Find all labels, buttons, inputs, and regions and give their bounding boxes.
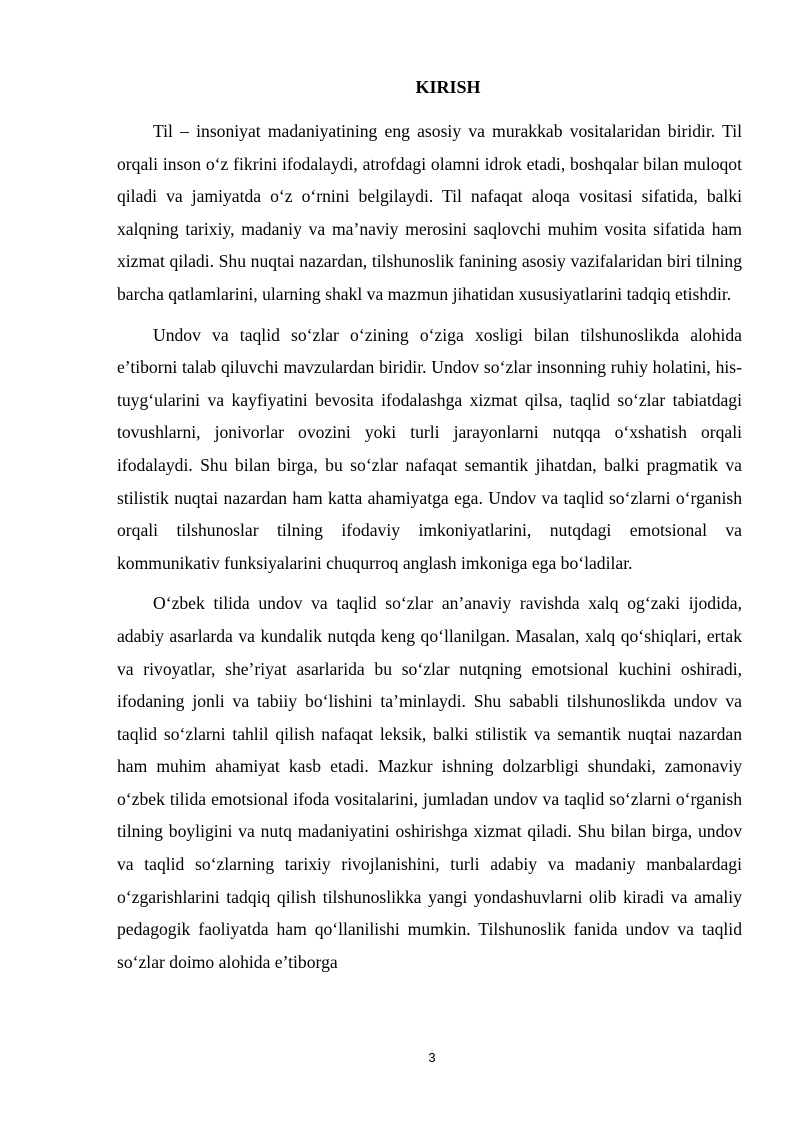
body-text: [117, 115, 742, 986]
paragraph-1: Til – insoniyat madaniyatining eng asosiy va murakkab vositalaridan biridir. Til orqali inson o‘z fikrini ifodalaydi, atrofdagi olamni idrok etadi, boshqalar bilan muloqot qiladi va jamiyatda o‘z o‘rnini belgilaydi. Til nafaqat aloqa vositasi sifatida, balki xalqning tarixiy, madaniy va ma’naviy merosini saqlovchi muhim vosita sifatida ham xizmat qiladi. Shu nuqtai nazardan, tilshunoslik fanining asosiy vazifalaridan biri tilning barcha qatlamlarini, ularning shakl va mazmun jihatidan xususiyatlarini tadqiq etishdir.: [117, 121, 742, 304]
paragraph-3: O‘zbek tilida undov va taqlid so‘zlar an’anaviy ravishda xalq og‘zaki ijodida, adabiy asarlarda va kundalik nutqda keng qo‘llanilgan. Masalan, xalq qo‘shiqlari, ertak va rivoyatlar, she’riyat asarlarida bu so‘zlar nutqning emotsional kuchini oshiradi, ifodaning jonli va tabiiy bo‘lishini ta’minlaydi. Shu sababli tilshunoslikda undov va taqlid so‘zlarni tahlil qilish nafaqat leksik, balki stilistik va semantik nuqtai nazardan ham muhim ahamiyat kasb etadi. Mazkur ishning dolzarbligi shundaki, zamonaviy o‘zbek tilida emotsional ifoda vositalarini, jumladan undov va taqlid so‘zlarni o‘rganish tilning boyligini va nutq madaniyatini oshirishga xizmat qiladi. Shu bilan birga, undov va taqlid so‘zlarning tarixiy rivojlanishini, turli adabiy va madaniy manbalardagi o‘zgarishlarini tadqiq qilish tilshunoslikka yangi yondashuvlarni olib kiradi va amaliy pedagogik faoliyatda ham qo‘llanilishi mumkin. Tilshunoslik fanida undov va taqlid so‘zlar doimo alohida e’tiborga: [117, 593, 742, 972]
paragraph-2: Undov va taqlid so‘zlar o‘zining o‘ziga xosligi bilan tilshunoslikda alohida e’tiborni talab qiluvchi mavzulardan biridir. Undov so‘zlar insonning ruhiy holatini, his-tuyg‘ularini va kayfiyatini bevosita ifodalashga xizmat qilsa, taqlid so‘zlar tabiatdagi tovushlarni, jonivorlar ovozini yoki turli jarayonlarni nutqqa o‘xshatish orqali ifodalaydi. Shu bilan birga, bu so‘zlar nafaqat semantik jihatdan, balki pragmatik va stilistik nuqtai nazardan ham katta ahamiyatga ega. Undov va taqlid so‘zlarni o‘rganish orqali tilshunoslar tilning ifodaviy imkoniyatlarini, nutqdagi emotsional va kommunikativ funksiyalarini chuqurroq anglash imkoniga ega bo‘ladilar.: [117, 324, 742, 573]
section-title: KIRISH: [415, 77, 481, 97]
page-number: 3: [428, 1050, 436, 1065]
